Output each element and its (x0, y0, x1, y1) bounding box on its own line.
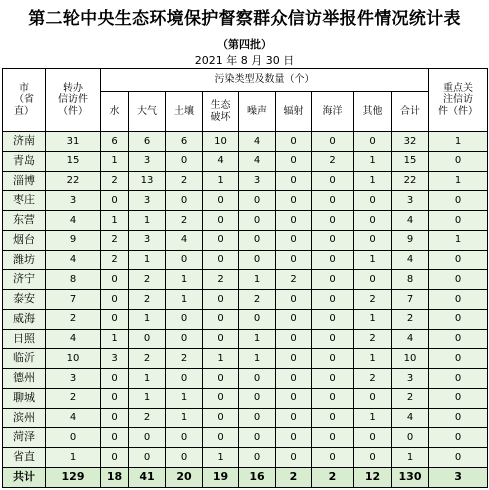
cell-eco: 0 (203, 369, 239, 389)
table-row (3, 211, 488, 231)
cell-city: 泰安 (3, 290, 46, 310)
cell-total: 4 (392, 211, 429, 231)
cell-ocean: 0 (312, 132, 354, 152)
cell-other: 0 (354, 211, 392, 231)
header-city-line2: （省 (14, 94, 34, 106)
cell-ocean: 2 (312, 151, 354, 171)
header-radiation: 辐射 (276, 92, 312, 132)
cell-soil: 1 (166, 388, 203, 408)
cell-air: 0 (129, 329, 166, 349)
cell-eco: 0 (203, 428, 239, 448)
cell-eco: 0 (203, 211, 239, 231)
cell-radiation: 0 (276, 408, 312, 428)
header-forwarded (46, 69, 101, 132)
cell-water: 6 (101, 132, 129, 152)
table-row (3, 191, 488, 211)
cell-total: 4 (392, 329, 429, 349)
cell-other: 1 (354, 309, 392, 329)
cell-noise: 0 (239, 369, 276, 389)
cell-other: 2 (354, 290, 392, 310)
cell-eco: 0 (203, 191, 239, 211)
cell-other: 1 (354, 250, 392, 270)
cell-focus: 0 (429, 448, 488, 468)
table-row (3, 132, 488, 152)
cell-radiation: 0 (276, 132, 312, 152)
header-focus-line2: 注信访 (443, 94, 474, 106)
cell-forwarded: 31 (46, 132, 101, 152)
batch-subtitle: （第四批） (217, 38, 272, 51)
cell-other: 2 (354, 369, 392, 389)
header-water: 水 (101, 92, 129, 132)
totals-eco: 19 (203, 468, 239, 488)
header-row-top (3, 69, 488, 92)
cell-total: 1 (392, 448, 429, 468)
cell-ocean: 0 (312, 448, 354, 468)
cell-focus: 0 (429, 270, 488, 290)
header-focus-line1: 重点关 (443, 82, 474, 94)
cell-focus: 0 (429, 191, 488, 211)
header-eco-line1: 生态 (210, 100, 231, 111)
cell-air: 3 (129, 230, 166, 250)
cell-noise: 0 (239, 309, 276, 329)
cell-noise: 0 (239, 191, 276, 211)
cell-noise: 2 (239, 290, 276, 310)
cell-soil: 0 (166, 151, 203, 171)
cell-other: 0 (354, 448, 392, 468)
cell-air: 1 (129, 369, 166, 389)
cell-radiation: 0 (276, 171, 312, 191)
cell-soil: 1 (166, 270, 203, 290)
header-forwarded-line3: （件） (58, 105, 88, 117)
cell-total: 2 (392, 309, 429, 329)
cell-total: 2 (392, 388, 429, 408)
totals-total: 130 (392, 468, 429, 488)
cell-water: 1 (101, 211, 129, 231)
cell-total: 4 (392, 250, 429, 270)
cell-ocean: 0 (312, 250, 354, 270)
cell-radiation: 0 (276, 211, 312, 231)
cell-radiation: 0 (276, 428, 312, 448)
cell-total: 7 (392, 290, 429, 310)
cell-other: 1 (354, 408, 392, 428)
totals-radiation: 2 (276, 468, 312, 488)
table-row (3, 270, 488, 290)
header-total: 合计 (392, 92, 429, 132)
table-row (3, 349, 488, 369)
cell-air: 2 (129, 290, 166, 310)
cell-radiation: 0 (276, 309, 312, 329)
cell-eco: 1 (203, 349, 239, 369)
cell-noise: 0 (239, 230, 276, 250)
cell-other: 0 (354, 132, 392, 152)
cell-city: 济宁 (3, 270, 46, 290)
cell-ocean: 0 (312, 329, 354, 349)
cell-water: 3 (101, 349, 129, 369)
cell-forwarded: 9 (46, 230, 101, 250)
cell-air: 6 (129, 132, 166, 152)
cell-air: 1 (129, 309, 166, 329)
cell-ocean: 0 (312, 171, 354, 191)
cell-ocean: 0 (312, 388, 354, 408)
cell-eco: 1 (203, 171, 239, 191)
cell-eco: 10 (203, 132, 239, 152)
cell-total: 9 (392, 230, 429, 250)
cell-city: 潍坊 (3, 250, 46, 270)
totals-ocean: 2 (312, 468, 354, 488)
cell-total: 32 (392, 132, 429, 152)
cell-noise: 1 (239, 270, 276, 290)
cell-noise: 4 (239, 132, 276, 152)
cell-other: 0 (354, 428, 392, 448)
cell-air: 3 (129, 151, 166, 171)
table-row (3, 369, 488, 389)
totals-noise: 16 (239, 468, 276, 488)
header-air: 大气 (129, 92, 166, 132)
cell-total: 0 (392, 428, 429, 448)
cell-noise: 0 (239, 428, 276, 448)
cell-radiation: 0 (276, 349, 312, 369)
cell-soil: 0 (166, 369, 203, 389)
cell-other: 1 (354, 171, 392, 191)
cell-forwarded: 0 (46, 428, 101, 448)
table-row (3, 171, 488, 191)
cell-forwarded: 10 (46, 349, 101, 369)
cell-total: 3 (392, 369, 429, 389)
cell-ocean: 0 (312, 309, 354, 329)
cell-total: 10 (392, 349, 429, 369)
cell-city: 威海 (3, 309, 46, 329)
cell-soil: 2 (166, 349, 203, 369)
cell-soil: 0 (166, 428, 203, 448)
cell-focus: 0 (429, 250, 488, 270)
cell-ocean: 0 (312, 230, 354, 250)
cell-forwarded: 7 (46, 290, 101, 310)
cell-focus: 0 (429, 408, 488, 428)
cell-soil: 0 (166, 309, 203, 329)
cell-noise: 1 (239, 329, 276, 349)
header-noise: 噪声 (239, 92, 276, 132)
cell-total: 4 (392, 408, 429, 428)
cell-city: 临沂 (3, 349, 46, 369)
table-row (3, 408, 488, 428)
cell-total: 15 (392, 151, 429, 171)
cell-other: 1 (354, 349, 392, 369)
table-row (3, 290, 488, 310)
cell-ocean: 0 (312, 270, 354, 290)
cell-water: 0 (101, 369, 129, 389)
cell-air: 2 (129, 270, 166, 290)
cell-soil: 0 (166, 191, 203, 211)
cell-radiation: 0 (276, 230, 312, 250)
cell-ocean: 0 (312, 211, 354, 231)
cell-other: 0 (354, 388, 392, 408)
cell-eco: 0 (203, 290, 239, 310)
cell-soil: 2 (166, 211, 203, 231)
cell-focus: 0 (429, 349, 488, 369)
cell-air: 13 (129, 171, 166, 191)
cell-water: 0 (101, 408, 129, 428)
header-eco-line2: 破坏 (210, 111, 231, 123)
cell-focus: 0 (429, 309, 488, 329)
cell-soil: 0 (166, 250, 203, 270)
totals-water: 18 (101, 468, 129, 488)
cell-soil: 0 (166, 448, 203, 468)
cell-noise: 0 (239, 211, 276, 231)
header-forwarded-line1: 转办 (63, 82, 83, 94)
cell-other: 0 (354, 230, 392, 250)
header-city-line1: 市 (19, 82, 29, 94)
cell-air: 0 (129, 448, 166, 468)
cell-total: 3 (392, 191, 429, 211)
cell-noise: 1 (239, 349, 276, 369)
cell-city: 省直 (3, 448, 46, 468)
cell-forwarded: 2 (46, 309, 101, 329)
cell-eco: 2 (203, 270, 239, 290)
cell-eco: 1 (203, 448, 239, 468)
cell-city: 菏泽 (3, 428, 46, 448)
cell-city: 济南 (3, 132, 46, 152)
table-row (3, 309, 488, 329)
cell-soil: 1 (166, 290, 203, 310)
table-row (3, 230, 488, 250)
cell-eco: 0 (203, 309, 239, 329)
cell-water: 0 (101, 388, 129, 408)
cell-eco: 0 (203, 250, 239, 270)
cell-radiation: 0 (276, 290, 312, 310)
cell-ocean: 0 (312, 408, 354, 428)
cell-radiation: 0 (276, 388, 312, 408)
cell-radiation: 0 (276, 151, 312, 171)
cell-forwarded: 4 (46, 329, 101, 349)
totals-other: 12 (354, 468, 392, 488)
header-focus-line3: 件（件） (438, 105, 479, 117)
cell-ocean: 0 (312, 191, 354, 211)
cell-eco: 4 (203, 151, 239, 171)
cell-noise: 0 (239, 388, 276, 408)
cell-soil: 1 (166, 408, 203, 428)
cell-forwarded: 8 (46, 270, 101, 290)
cell-noise: 4 (239, 151, 276, 171)
cell-total: 8 (392, 270, 429, 290)
cell-water: 2 (101, 250, 129, 270)
cell-noise: 0 (239, 250, 276, 270)
cell-noise: 0 (239, 448, 276, 468)
cell-forwarded: 3 (46, 369, 101, 389)
cell-focus: 0 (429, 211, 488, 231)
cell-water: 2 (101, 230, 129, 250)
cell-air: 3 (129, 191, 166, 211)
totals-air: 41 (129, 468, 166, 488)
cell-city: 聊城 (3, 388, 46, 408)
cell-radiation: 0 (276, 369, 312, 389)
cell-radiation: 0 (276, 329, 312, 349)
totals-forwarded: 129 (46, 468, 101, 488)
cell-water: 1 (101, 329, 129, 349)
cell-air: 1 (129, 211, 166, 231)
cell-focus: 0 (429, 329, 488, 349)
document-title: 第二轮中央生态环境保护督察群众信访举报件情况统计表 (28, 9, 461, 29)
cell-city: 东营 (3, 211, 46, 231)
cell-forwarded: 2 (46, 388, 101, 408)
cell-city: 淄博 (3, 171, 46, 191)
cell-water: 0 (101, 309, 129, 329)
cell-ocean: 0 (312, 428, 354, 448)
cell-soil: 6 (166, 132, 203, 152)
statistics-table (2, 68, 488, 488)
cell-forwarded: 22 (46, 171, 101, 191)
cell-water: 0 (101, 191, 129, 211)
header-pollution-group: 污染类型及数量（个） (101, 69, 429, 92)
cell-city: 滨州 (3, 408, 46, 428)
cell-radiation: 2 (276, 270, 312, 290)
cell-other: 1 (354, 151, 392, 171)
cell-focus: 0 (429, 151, 488, 171)
cell-water: 0 (101, 448, 129, 468)
cell-eco: 0 (203, 230, 239, 250)
header-ocean: 海洋 (312, 92, 354, 132)
cell-focus: 0 (429, 369, 488, 389)
cell-city: 烟台 (3, 230, 46, 250)
table-row (3, 388, 488, 408)
cell-city: 青岛 (3, 151, 46, 171)
cell-other: 2 (354, 329, 392, 349)
cell-water: 0 (101, 270, 129, 290)
table-row (3, 250, 488, 270)
cell-city: 德州 (3, 369, 46, 389)
cell-forwarded: 4 (46, 211, 101, 231)
cell-air: 2 (129, 349, 166, 369)
totals-soil: 20 (166, 468, 203, 488)
cell-eco: 0 (203, 408, 239, 428)
cell-forwarded: 4 (46, 250, 101, 270)
table-row (3, 151, 488, 171)
cell-water: 1 (101, 151, 129, 171)
totals-row (3, 468, 488, 488)
header-city (3, 69, 46, 132)
cell-forwarded: 15 (46, 151, 101, 171)
cell-eco: 0 (203, 388, 239, 408)
cell-air: 2 (129, 408, 166, 428)
cell-other: 0 (354, 191, 392, 211)
cell-ocean: 0 (312, 349, 354, 369)
report-date: 2021 年 8 月 30 日 (194, 54, 295, 67)
cell-radiation: 0 (276, 448, 312, 468)
table-row (3, 448, 488, 468)
totals-label: 共计 (3, 468, 46, 488)
cell-water: 0 (101, 428, 129, 448)
cell-total: 22 (392, 171, 429, 191)
totals-focus: 3 (429, 468, 488, 488)
cell-focus: 1 (429, 230, 488, 250)
cell-air: 1 (129, 388, 166, 408)
table-row (3, 329, 488, 349)
cell-eco: 0 (203, 329, 239, 349)
cell-focus: 1 (429, 171, 488, 191)
cell-focus: 0 (429, 428, 488, 448)
cell-ocean: 0 (312, 290, 354, 310)
cell-focus: 0 (429, 388, 488, 408)
cell-forwarded: 4 (46, 408, 101, 428)
cell-air: 0 (129, 428, 166, 448)
cell-noise: 3 (239, 171, 276, 191)
cell-other: 0 (354, 270, 392, 290)
cell-noise: 0 (239, 408, 276, 428)
cell-city: 枣庄 (3, 191, 46, 211)
cell-focus: 0 (429, 290, 488, 310)
header-city-line3: 直） (14, 105, 34, 117)
cell-radiation: 0 (276, 191, 312, 211)
header-soil: 土壤 (166, 92, 203, 132)
header-forwarded-line2: 信访件 (58, 94, 88, 106)
cell-soil: 0 (166, 329, 203, 349)
cell-focus: 1 (429, 132, 488, 152)
table-row (3, 428, 488, 448)
cell-radiation: 0 (276, 250, 312, 270)
cell-air: 1 (129, 250, 166, 270)
header-other: 其他 (354, 92, 392, 132)
cell-city: 日照 (3, 329, 46, 349)
cell-forwarded: 3 (46, 191, 101, 211)
cell-water: 2 (101, 171, 129, 191)
cell-ocean: 0 (312, 369, 354, 389)
header-focus (429, 69, 488, 132)
cell-soil: 4 (166, 230, 203, 250)
cell-soil: 2 (166, 171, 203, 191)
header-eco (203, 92, 239, 132)
cell-water: 0 (101, 290, 129, 310)
cell-forwarded: 1 (46, 448, 101, 468)
